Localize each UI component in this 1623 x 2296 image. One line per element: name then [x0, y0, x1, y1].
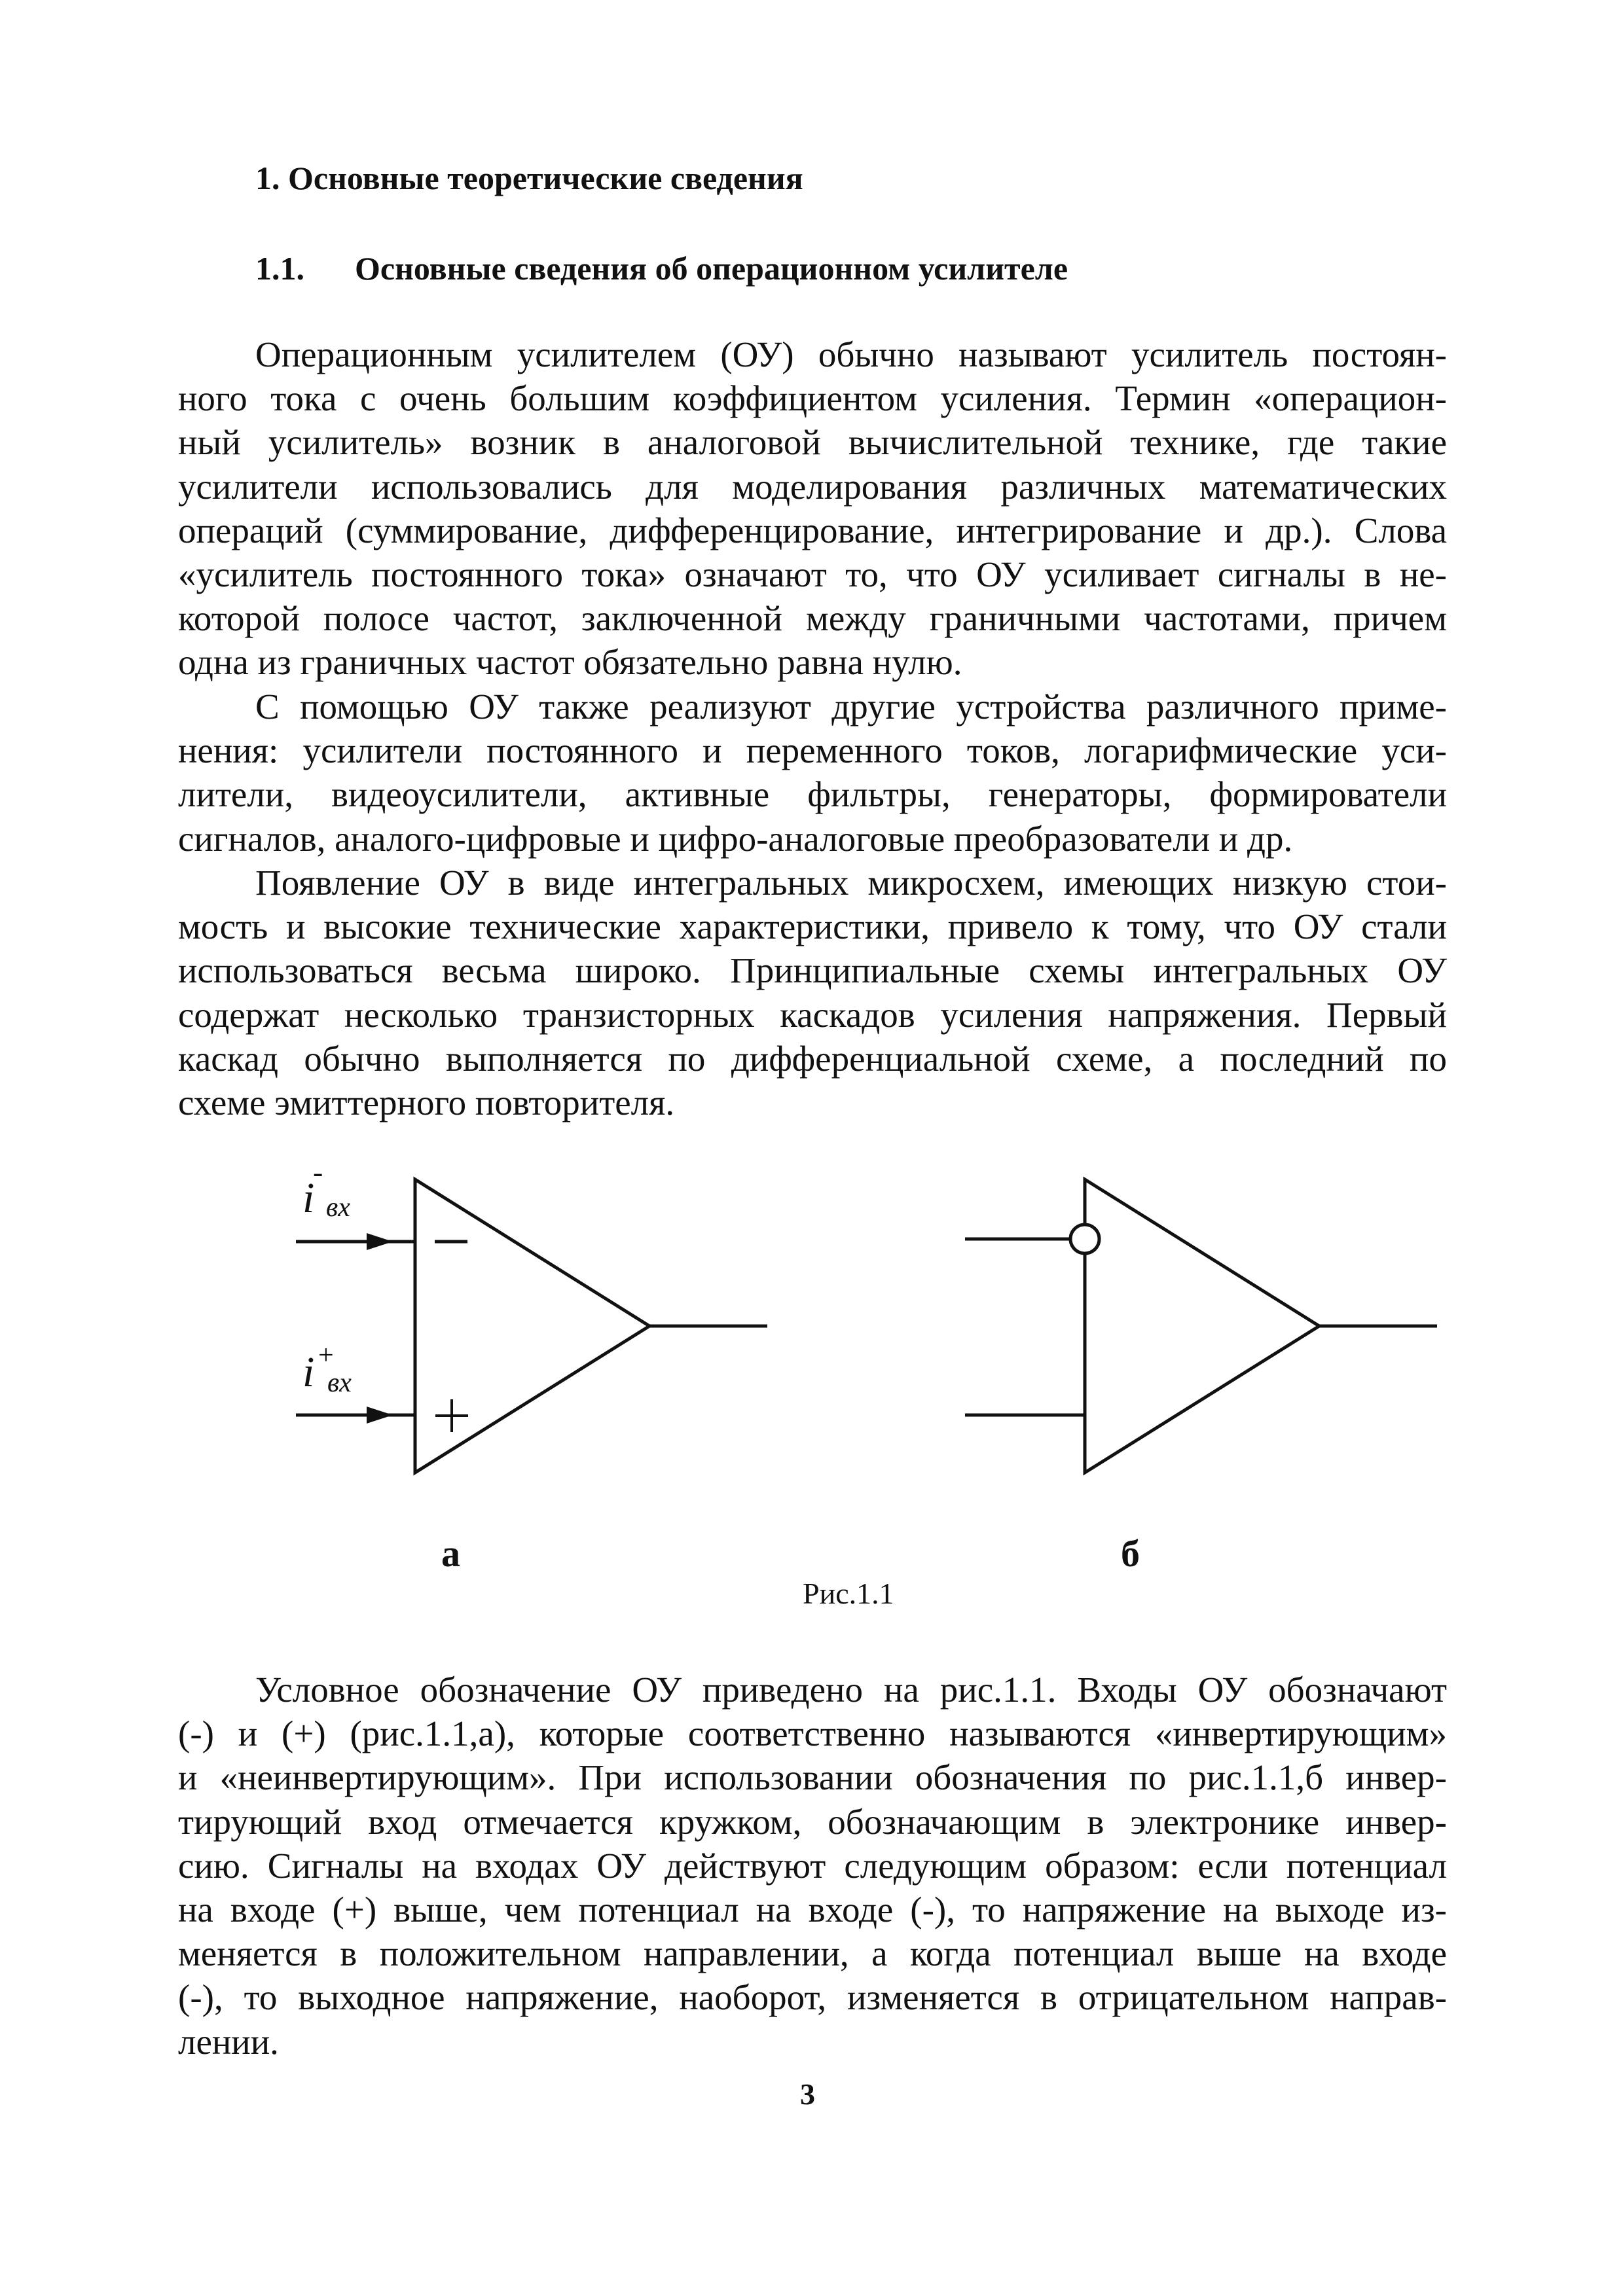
arrow-right-icon: [367, 1233, 393, 1250]
text-line: использоваться весьма широко. Принципиальные схемы интегральных ОУ: [178, 950, 1447, 991]
text-line: лители, видеоусилители, активные фильтры, генераторы, формирователи: [178, 774, 1447, 815]
text-line: Появление ОУ в виде интегральных микросхем, имеющих низкую стои-: [255, 863, 1447, 903]
text-line: тирующий вход отмечается кружком, обозначающим в электронике инвер-: [178, 1801, 1447, 1842]
text-line: схеме эмиттерного повторителя.: [178, 1083, 675, 1123]
text-line: Условное обозначение ОУ приведено на рис.1.1. Входы ОУ обозначают: [255, 1670, 1447, 1710]
text-line: С помощью ОУ также реализуют другие устройства различного приме-: [255, 687, 1447, 726]
page-number: 3: [800, 2077, 815, 2111]
arrow-right-icon: [367, 1407, 393, 1424]
paragraph-4: [178, 1668, 1447, 2064]
figure-label-b: б: [1121, 1532, 1140, 1575]
text-line: ного тока с очень большим коэффициентом усиления. Термин «операцион-: [178, 378, 1447, 419]
text-line: сию. Сигналы на входах ОУ действуют следующим образом: если потенциал: [178, 1845, 1447, 1886]
input-plus-sub: вх: [327, 1368, 352, 1398]
input-plus-label: i: [302, 1348, 315, 1396]
input-minus-sup: -: [313, 1155, 323, 1189]
input-minus-sub: вх: [326, 1193, 350, 1223]
subsection-number: 1.1.: [255, 250, 304, 287]
text-line: «усилитель постоянного тока» означают то, что ОУ усиливает сигналы в не-: [178, 554, 1447, 595]
text-line: нения: усилители постоянного и переменного токов, логарифмические уси-: [178, 730, 1447, 771]
text-line: и «неинвертирующим». При использовании обозначения по рис.1.1,б инвер-: [178, 1757, 1447, 1798]
text-line: которой полосе частот, заключенной между граничными частотами, причем: [178, 598, 1447, 639]
inversion-circle-icon: [1070, 1225, 1099, 1253]
text-line: одна из граничных частот обязательно равна нулю.: [178, 642, 962, 683]
input-plus-sup: +: [318, 1340, 334, 1371]
text-line: (-) и (+) (рис.1.1,а), которые соответственно называются «инвертирующим»: [178, 1713, 1447, 1754]
text-line: усилители использовались для моделирования различных математических: [178, 466, 1447, 507]
op-amp-b-triangle: [1085, 1179, 1319, 1473]
section-heading: 1. Основные теоретические сведения: [255, 160, 803, 196]
text-line: на входе (+) выше, чем потенциал на входе (-), то напряжение на выходе из-: [178, 1890, 1447, 1930]
text-line: ный усилитель» возник в аналоговой вычислительной технике, где такие: [178, 422, 1447, 463]
text-line: меняется в положительном направлении, а когда потенциал выше на входе: [178, 1933, 1447, 1974]
text-line: содержат несколько транзисторных каскадов усиления напряжения. Первый: [178, 994, 1447, 1035]
input-minus-label: i: [302, 1174, 315, 1222]
text-line: сигналов, аналого-цифровые и цифро-аналоговые преобразователи и др.: [178, 818, 1293, 859]
figure-label-a: а: [441, 1532, 460, 1575]
text-line: Операционным усилителем (ОУ) обычно называют усилитель постоян-: [255, 334, 1447, 374]
text-line: (-), то выходное напряжение, наоборот, изменяется в отрицательном направ-: [178, 1977, 1447, 2018]
text-line: лении.: [178, 2021, 279, 2062]
subsection-title: Основные сведения об операционном усилителе: [355, 250, 1068, 287]
text-line: операций (суммирование, дифференцирование, интегрирование и др.). Слова: [178, 510, 1447, 550]
text-line: каскад обычно выполняется по дифференциальной схеме, а последний по: [178, 1038, 1447, 1079]
figure-caption: Рис.1.1: [803, 1577, 894, 1610]
op-amp-a-triangle: [415, 1179, 649, 1473]
text-line: мость и высокие технические характеристики, привело к тому, что ОУ стали: [178, 906, 1447, 947]
